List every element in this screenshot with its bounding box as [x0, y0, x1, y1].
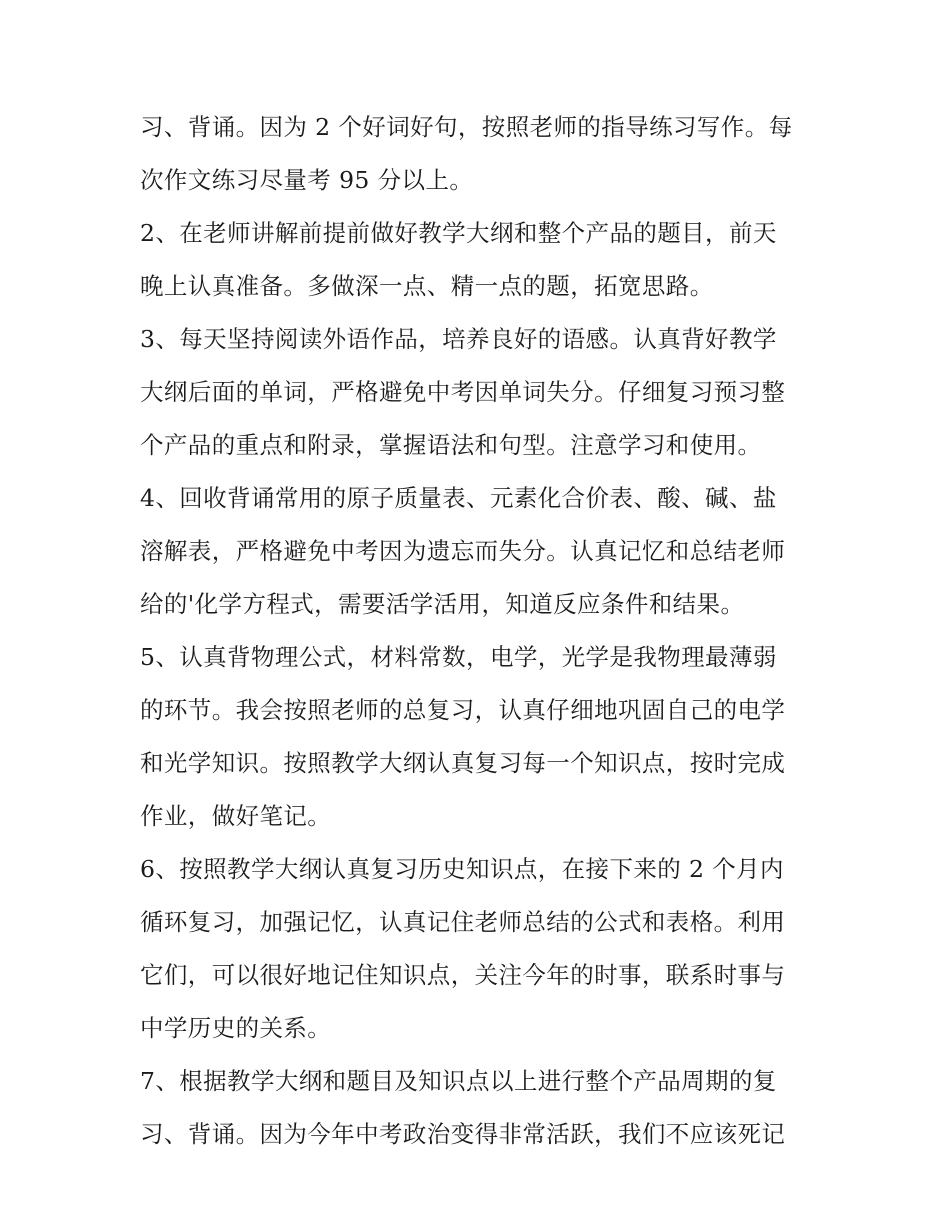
- text-line: 3、每天坚持阅读外语作品，培养良好的语感。认真背好教学: [140, 325, 777, 353]
- paragraph-item-7: [140, 1055, 830, 1161]
- text-line: 循环复习，加强记忆，认真记住老师总结的公式和表格。利用: [140, 908, 786, 936]
- document-body: [140, 101, 830, 1161]
- text-line: 习、背诵。因为今年中考政治变得非常活跃，我们不应该死记: [140, 1120, 786, 1148]
- paragraph-item-4: [140, 472, 830, 631]
- text-line: 中学历史的关系。: [140, 1014, 332, 1042]
- text-line: 的环节。我会按照老师的总复习，认真仔细地巩固自己的电学: [140, 696, 786, 724]
- text-line: 大纲后面的单词，严格避免中考因单词失分。仔细复习预习整: [140, 378, 786, 406]
- text-line: 次作文练习尽量考 95 分以上。: [140, 166, 474, 194]
- text-line: 5、认真背物理公式，材料常数，电学，光学是我物理最薄弱: [140, 643, 777, 671]
- text-line: 它们，可以很好地记住知识点，关注今年的时事，联系时事与: [140, 961, 786, 989]
- text-line: 个产品的重点和附录，掌握语法和句型。注意学习和使用。: [140, 431, 762, 459]
- text-line: 习、背诵。因为 2 个好词好句，按照老师的指导练习写作。每: [140, 113, 793, 141]
- text-line: 2、在老师讲解前提前做好教学大纲和整个产品的题目，前天: [140, 219, 777, 247]
- paragraph-item-5: [140, 631, 830, 843]
- text-line: 6、按照教学大纲认真复习历史知识点，在接下来的 2 个月内: [140, 855, 784, 883]
- text-line: 给的'化学方程式，需要活学活用，知道反应条件和结果。: [140, 590, 745, 618]
- paragraph-item-3: [140, 313, 830, 472]
- paragraph-item-6: [140, 843, 830, 1055]
- paragraph-item-2: [140, 207, 830, 313]
- text-line: 晚上认真准备。多做深一点、精一点的题，拓宽思路。: [140, 272, 714, 300]
- paragraph-continuation: [140, 101, 830, 207]
- text-line: 4、回收背诵常用的原子质量表、元素化合价表、酸、碱、盐: [140, 484, 777, 512]
- text-line: 作业，做好笔记。: [140, 802, 332, 830]
- text-line: 7、根据教学大纲和题目及知识点以上进行整个产品周期的复: [140, 1067, 777, 1095]
- text-line: 溶解表，严格避免中考因为遗忘而失分。认真记忆和总结老师: [140, 537, 786, 565]
- text-line: 和光学知识。按照教学大纲认真复习每一个知识点，按时完成: [140, 749, 786, 777]
